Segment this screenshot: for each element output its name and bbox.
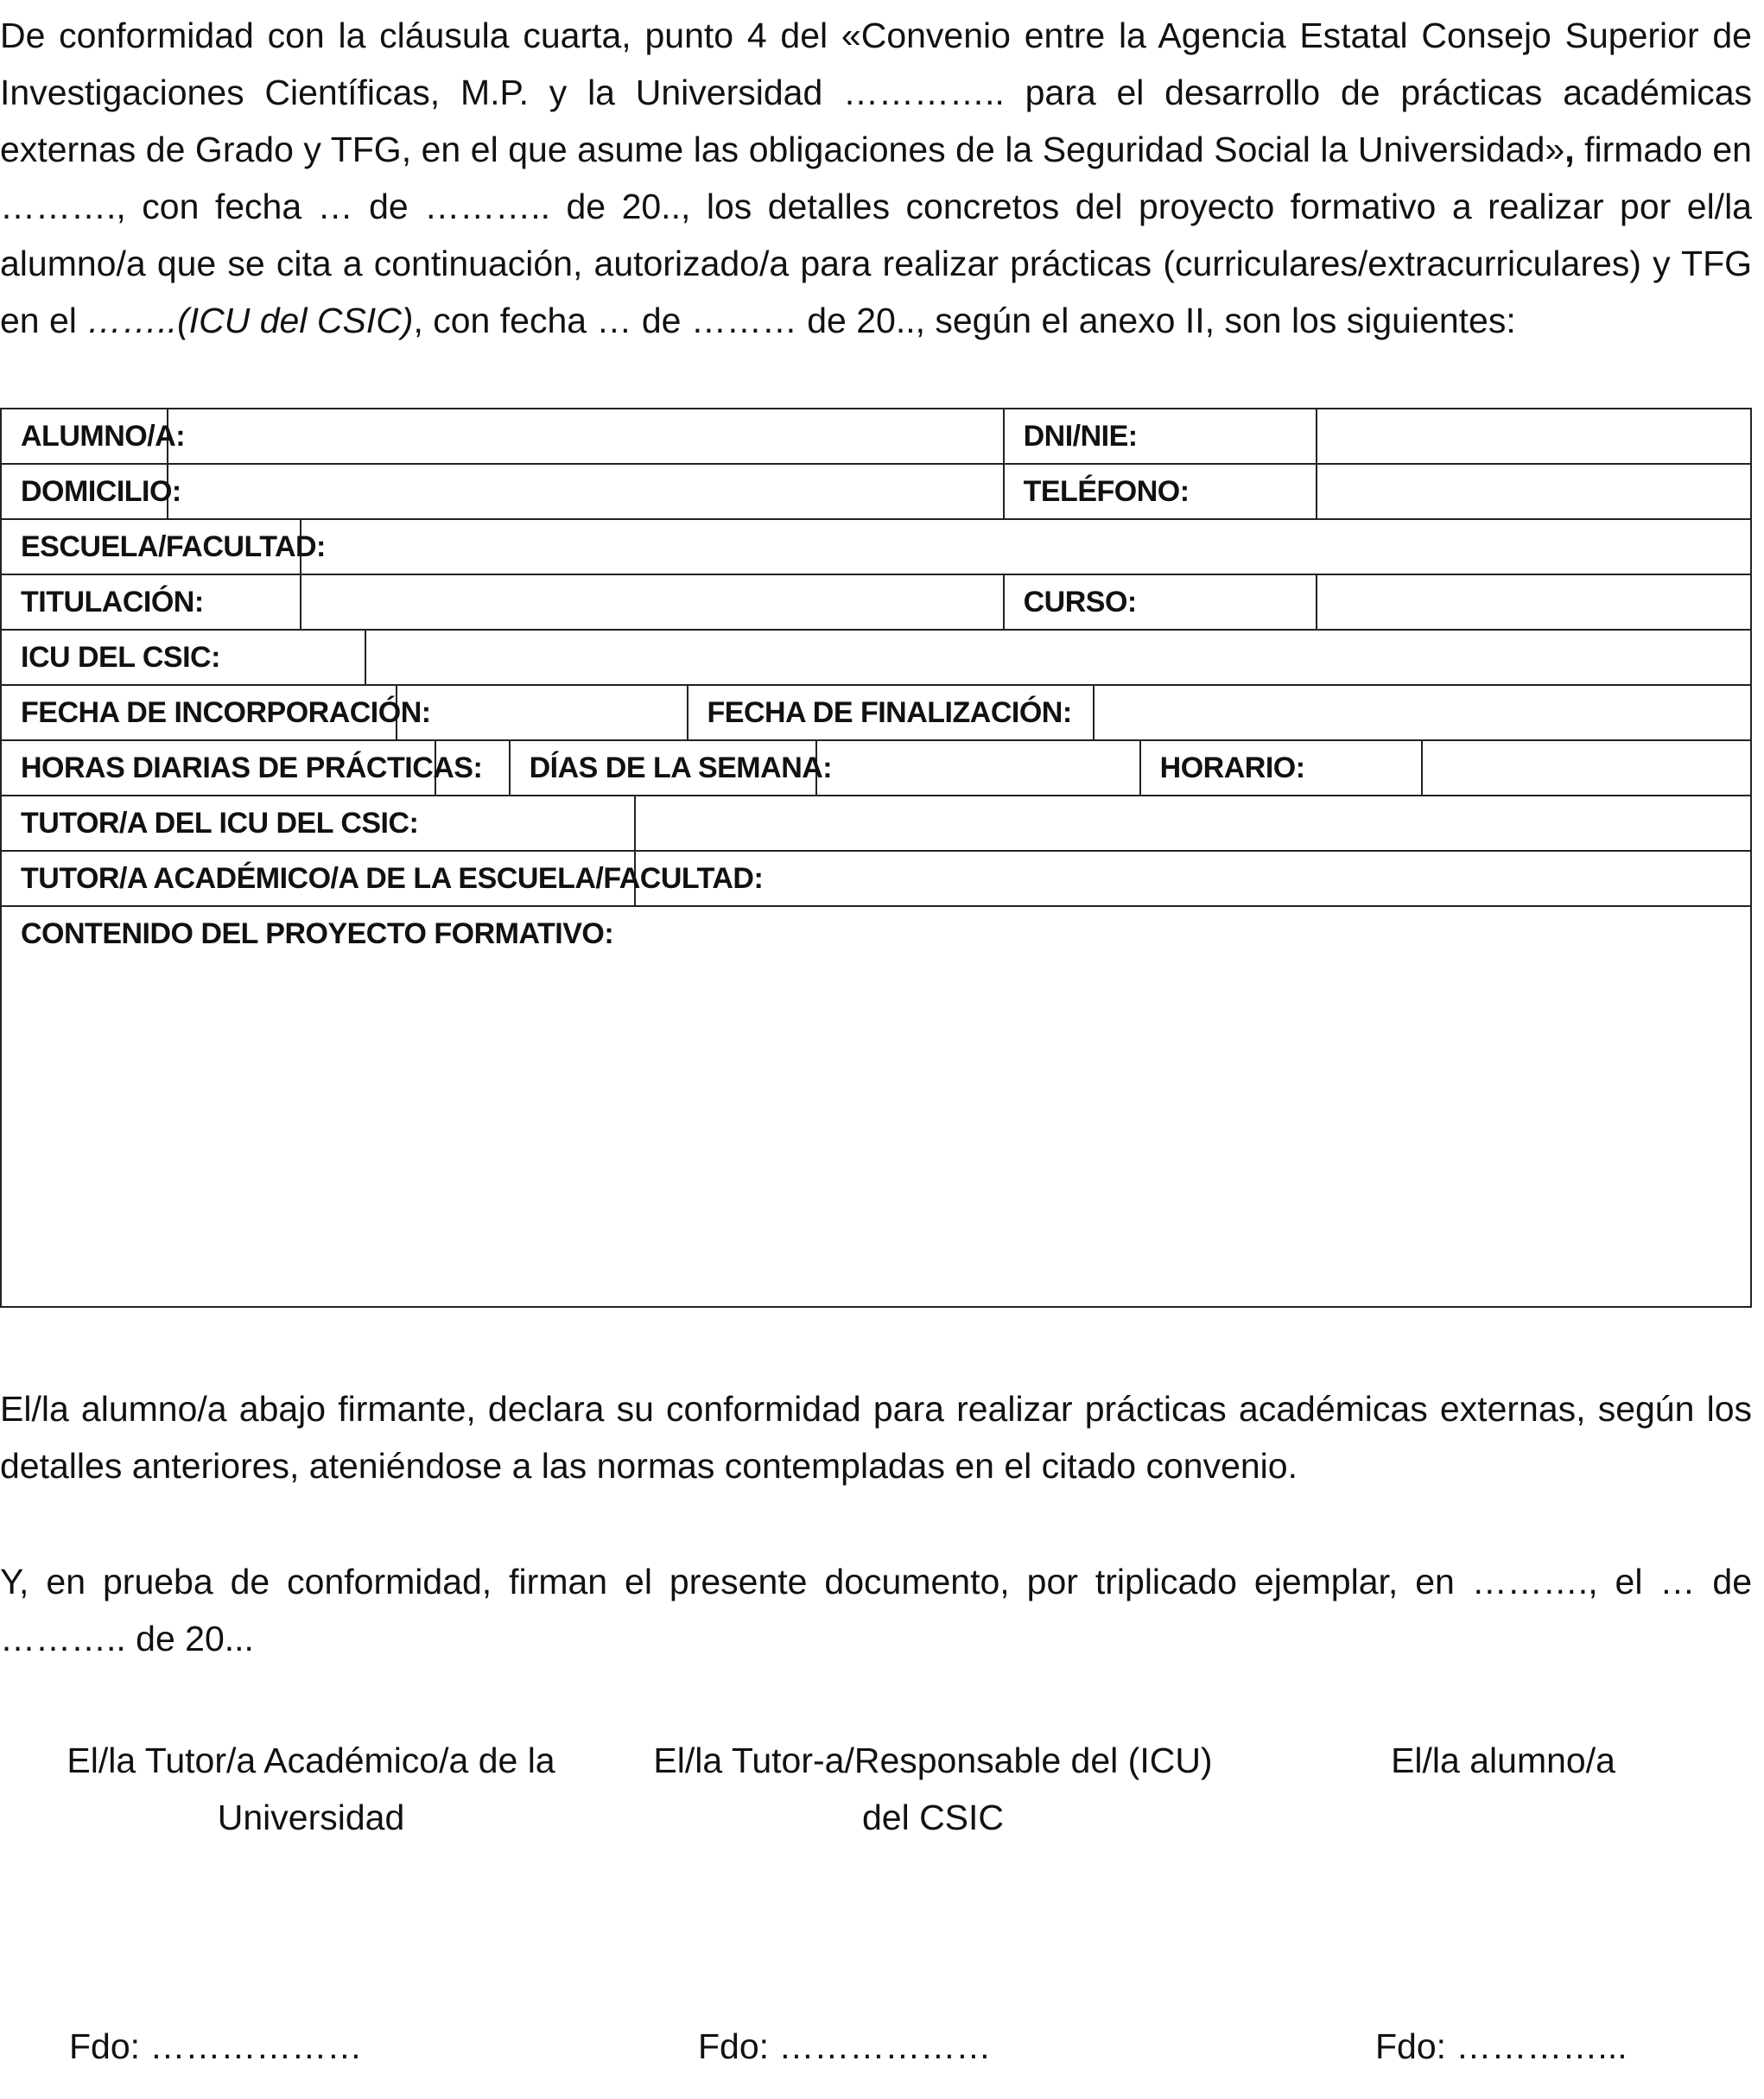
- form-row-titulacion: [1, 574, 1751, 630]
- titulacion-label: TITULACIÓN:: [21, 585, 204, 618]
- dni-label-cell: [1004, 409, 1317, 464]
- fecha-incorporacion-input-cell[interactable]: [397, 685, 688, 740]
- alumno-label: ALUMNO/A:: [21, 419, 186, 453]
- icu-label-cell: [1, 630, 365, 685]
- tutor-icu-label: TUTOR/A DEL ICU DEL CSIC:: [21, 806, 419, 840]
- tutor-icu-label-cell: [1, 796, 635, 851]
- dias-label: DÍAS DE LA SEMANA:: [529, 751, 833, 784]
- telefono-input-cell[interactable]: [1317, 464, 1751, 519]
- intro-comma: ,: [1564, 130, 1575, 169]
- fecha-finalizacion-label: FECHA DE FINALIZACIÓN:: [707, 695, 1072, 729]
- horario-input-cell[interactable]: [1422, 740, 1751, 796]
- titulacion-label-cell: [1, 574, 301, 630]
- fecha-finalizacion-input-cell[interactable]: [1094, 685, 1751, 740]
- escuela-label-cell: [1, 519, 326, 574]
- project-form-table: [0, 408, 1752, 1308]
- fecha-incorporacion-label-cell: [1, 685, 431, 740]
- signature-title-tutor-academico-line2: Universidad: [217, 1798, 405, 1837]
- horario-label-cell: [1140, 740, 1423, 796]
- form-row-horas: [1, 740, 1751, 796]
- curso-label-cell: [1004, 574, 1317, 630]
- signature-title-alumno: El/la alumno/a: [1391, 1741, 1615, 1780]
- signature-line-tutor-icu: Fdo: ………………: [698, 2026, 992, 2066]
- signature-block-alumno: [1322, 1732, 1685, 1789]
- alumno-label-cell: [1, 409, 186, 464]
- escuela-input-cell[interactable]: [301, 519, 1751, 574]
- form-row-icu: [1, 630, 1751, 685]
- signature-line-tutor-academico: Fdo: ………………: [69, 2026, 363, 2066]
- alumno-input-cell[interactable]: [168, 409, 1003, 464]
- domicilio-input-cell[interactable]: [168, 464, 1003, 519]
- dni-label: DNI/NIE:: [1023, 419, 1138, 453]
- domicilio-label-cell: [1, 464, 181, 519]
- signature-title-tutor-icu-line1: El/la Tutor-a/Responsable del (ICU): [653, 1741, 1213, 1780]
- escuela-label: ESCUELA/FACULTAD:: [21, 530, 326, 563]
- intro-paragraph: [0, 7, 1752, 349]
- form-row-escuela: [1, 519, 1751, 574]
- form-row-contenido: [1, 906, 1751, 1307]
- declaration-paragraph: El/la alumno/a abajo firmante, declara su conformidad para realizar prácticas académicas externas, según los detalles anteriores, ateniéndose a las normas contempladas en el citado convenio.: [0, 1389, 1752, 1486]
- telefono-label: TELÉFONO:: [1023, 474, 1190, 508]
- horas-label: HORAS DIARIAS DE PRÁCTICAS:: [21, 751, 483, 784]
- fecha-finalizacion-label-cell: [688, 685, 1094, 740]
- contenido-label: CONTENIDO DEL PROYECTO FORMATIVO:: [21, 917, 614, 950]
- tutor-academico-label-cell: [1, 851, 764, 906]
- horario-label: HORARIO:: [1159, 751, 1305, 784]
- icu-input-cell[interactable]: [365, 630, 1751, 685]
- horas-label-cell: [1, 740, 483, 796]
- signature-block-tutor-academico: [52, 1732, 570, 1846]
- fecha-incorporacion-label: FECHA DE INCORPORACIÓN:: [21, 695, 431, 729]
- intro-icu-placeholder: ……..(ICU del CSIC): [86, 301, 414, 340]
- intro-text-3: , con fecha … de ……… de 20.., según el anexo II, son los siguientes:: [413, 301, 1516, 340]
- form-row-fechas: [1, 685, 1751, 740]
- telefono-label-cell: [1004, 464, 1317, 519]
- curso-label: CURSO:: [1023, 585, 1137, 618]
- form-row-alumno: [1, 409, 1751, 464]
- signature-title-tutor-icu-line2: del CSIC: [861, 1798, 1005, 1837]
- signature-block-tutor-icu: [639, 1732, 1227, 1846]
- form-row-tutor-icu: [1, 796, 1751, 851]
- signature-title-tutor-academico-line1: El/la Tutor/a Académico/a de la: [67, 1741, 555, 1780]
- form-row-tutor-academico: [1, 851, 1751, 906]
- contenido-cell[interactable]: [1, 906, 1751, 1307]
- intro-text-1: De conformidad con la cláusula cuarta, punto 4 del «Convenio entre la Agencia Estatal Consejo Superior de Investigaciones Científicas, M.P. y la Universidad ………….. para el desarrollo de prácticas académicas externas de Grado y TFG, en el que asume las obligaciones de la Seguridad Social la Universidad»: [0, 16, 1752, 169]
- titulacion-input-cell[interactable]: [301, 574, 1003, 630]
- curso-input-cell[interactable]: [1317, 574, 1751, 630]
- closing-paragraph: Y, en prueba de conformidad, firman el presente documento, por triplicado ejemplar, en ………., el … de ……….. de 20...: [0, 1562, 1752, 1658]
- dias-input-cell[interactable]: [816, 740, 1139, 796]
- dias-label-cell: [510, 740, 833, 796]
- intro-text-2: firmado en ………., con fecha … de ……….. de 20.., los detalles concretos del proyecto formativo a realizar por el/la alumno/a que se cita a continuación, autorizado/a para realizar prácticas (curriculares/extracurriculares) y TFG en el: [0, 130, 1752, 340]
- tutor-academico-label: TUTOR/A ACADÉMICO/A DE LA ESCUELA/FACULTAD:: [21, 861, 764, 895]
- tutor-icu-input-cell[interactable]: [635, 796, 1751, 851]
- form-row-domicilio: [1, 464, 1751, 519]
- signature-line-alumno: Fdo: …………...: [1375, 2026, 1628, 2066]
- dni-input-cell[interactable]: [1317, 409, 1751, 464]
- domicilio-label: DOMICILIO:: [21, 474, 181, 508]
- tutor-academico-input-cell[interactable]: [635, 851, 1751, 906]
- icu-label: ICU DEL CSIC:: [21, 640, 220, 674]
